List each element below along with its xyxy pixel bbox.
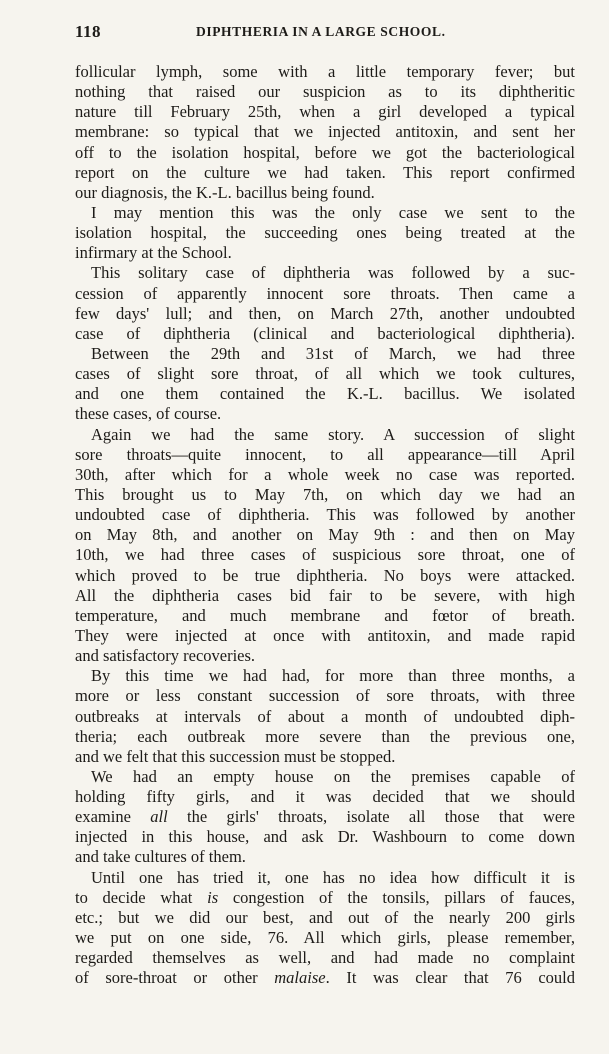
text-line: etc.; but we did our best, and out of the nearly 200 girls xyxy=(75,907,575,927)
text-line: I may mention this was the only case we sent to the xyxy=(91,202,575,222)
text-line xyxy=(75,968,575,988)
italic-word: is xyxy=(207,887,219,907)
italic-word: all xyxy=(150,807,168,827)
text-line: nothing that raised our suspicion as to its diphtheritic xyxy=(75,82,575,102)
text-line: and satisfactory recoveries. xyxy=(75,646,256,666)
text-line: They were injected at once with antitoxin, and made rapid xyxy=(75,625,575,645)
text-line: follicular lymph, some with a little temporary fever; but xyxy=(75,62,575,81)
text-line: This solitary case of diphtheria was followed by a suc- xyxy=(91,263,575,283)
text-line: outbreaks at intervals of about a month of undoubted diph- xyxy=(75,706,575,726)
text-line: regarded themselves as well, and had made no complaint xyxy=(75,948,575,968)
text-line: Between the 29th and 31st of March, we had three xyxy=(91,343,575,363)
text-line: cession of apparently innocent sore throats. Then came a xyxy=(75,283,575,303)
text-line: on May 8th, and another on May 9th : and then on May xyxy=(75,525,575,545)
running-title: DIPHTHERIA IN A LARGE SCHOOL. xyxy=(196,24,446,39)
text-line xyxy=(75,807,575,827)
text-line: injected in this house, and ask Dr. Washbourn to come down xyxy=(75,827,575,847)
text-line: infirmary at the School. xyxy=(75,243,232,263)
text-segment: the girls' throats, isolate all those that were xyxy=(187,807,575,827)
text-line: isolation hospital, the succeeding ones being treated at the xyxy=(75,223,575,243)
text-line: few days' lull; and then, on March 27th, another undoubted xyxy=(75,303,575,323)
page-header xyxy=(75,22,575,44)
text-line: and we felt that this succession must be stopped. xyxy=(75,746,396,766)
text-line: report on the culture we had taken. This report confirmed xyxy=(75,162,575,182)
text-line: these cases, of course. xyxy=(75,404,222,424)
text-line: more or less constant succession of sore throats, with three xyxy=(75,686,575,706)
text-line: temperature, and much membrane and fœtor of breath. xyxy=(75,605,575,625)
text-segment: . It was clear that 76 could xyxy=(325,968,575,988)
text-line: off to the isolation hospital, before we got the bacteriological xyxy=(75,142,575,162)
text-line: 30th, after which for a whole week no case was reported. xyxy=(75,464,575,484)
text-line: Again we had the same story. A succession of slight xyxy=(91,424,575,444)
text-line: and one them contained the K.-L. bacillus. We isolated xyxy=(75,384,575,404)
text-segment: of sore-throat or other xyxy=(75,968,258,988)
text-line: we put on one side, 76. All which girls, please remember, xyxy=(75,928,575,948)
text-line: sore throats—quite innocent, to all appearance—till April xyxy=(75,444,575,464)
text-line: By this time we had had, for more than three months, a xyxy=(91,666,575,686)
text-segment: to decide what xyxy=(75,887,193,907)
italic-word: malaise xyxy=(274,968,326,988)
text-segment: examine xyxy=(75,807,131,827)
text-line: We had an empty house on the premises capable of xyxy=(91,766,575,786)
text-line: 10th, we had three cases of suspicious sore throat, one of xyxy=(75,545,575,565)
text-line: theria; each outbreak more severe than the previous one, xyxy=(75,726,575,746)
page-number: 118 xyxy=(75,22,102,41)
text-line xyxy=(75,888,575,908)
body-text xyxy=(75,62,575,988)
text-line: undoubted case of diphtheria. This was followed by another xyxy=(75,505,575,525)
text-line: This brought us to May 7th, on which day we had an xyxy=(75,484,575,504)
text-line: case of diphtheria (clinical and bacteriological diphtheria). xyxy=(75,323,575,343)
text-line: holding fifty girls, and it was decided that we should xyxy=(75,787,575,807)
text-line: Until one has tried it, one has no idea how difficult it is xyxy=(91,867,575,887)
text-line: and take cultures of them. xyxy=(75,847,246,867)
text-line: nature till February 25th, when a girl developed a typical xyxy=(75,102,575,122)
text-line: membrane: so typical that we injected antitoxin, and sent her xyxy=(75,122,575,142)
text-line: our diagnosis, the K.-L. bacillus being found. xyxy=(75,182,375,202)
text-line: cases of slight sore throat, of all which we took cultures, xyxy=(75,364,575,384)
text-line: All the diphtheria cases bid fair to be severe, with high xyxy=(75,585,575,605)
text-segment: congestion of the tonsils, pillars of fauces, xyxy=(232,887,575,907)
text-line: which proved to be true diphtheria. No boys were attacked. xyxy=(75,565,575,585)
